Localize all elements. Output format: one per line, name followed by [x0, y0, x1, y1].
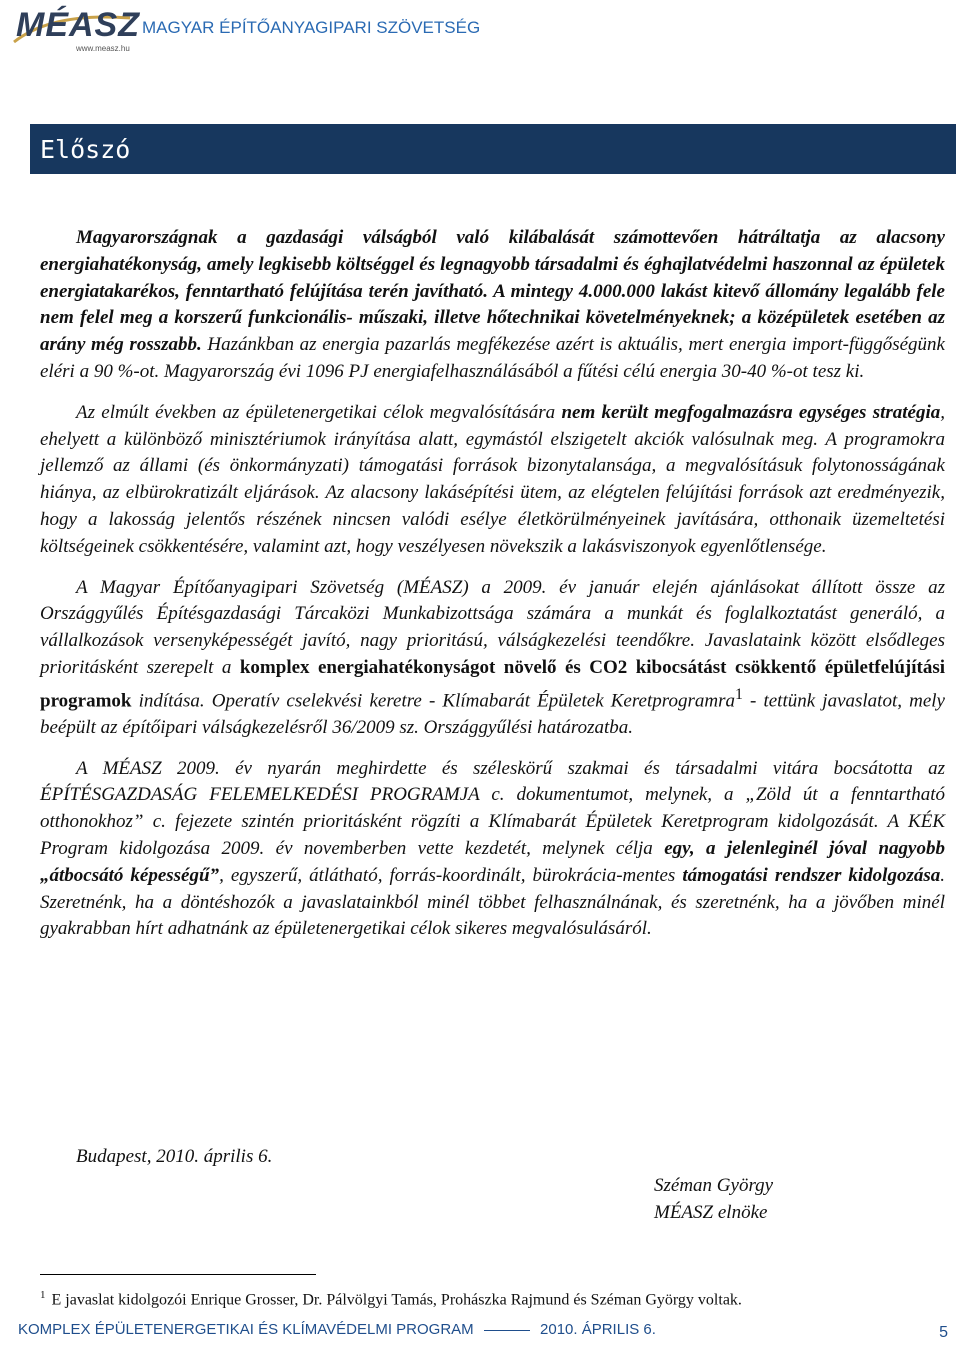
p1-part-a: Magyarországnak a gazdasági válságból való kilábalását számottevően hátráltatja az alacsony energiahatékonyság, amely legkisebb költséggel és legnagyobb társadalmi és éghajlatvédelmi haszonnal az épületek energiatakarékos, fenntartható felújítása terén javítható. A mintegy 4.000. [40, 227, 945, 302]
section-title: Előszó [40, 135, 131, 164]
footer-date: 2010. ÁPRILIS 6. [540, 1321, 656, 1338]
p3-part-d: - tettünk javaslatot, mely beépült az építőipari válságkezelésről 36/2009 sz. Országgyűlési határozatba. [40, 690, 945, 738]
foreword-body [40, 225, 945, 957]
p1-part-c: Hazánkban az energia pazarlás megfékezése azért is aktuális, mert energia import-függőségünk eléri a 90 %-ot. Magyarország évi 1096 PJ energiafelhasználásából a fűtési célú energia 30-40 %-ot tesz ki. [40, 334, 945, 382]
measz-logo [8, 6, 140, 54]
paragraph-2 [40, 400, 945, 561]
signature-block [654, 1172, 773, 1226]
page-footer [18, 1321, 948, 1341]
footnote-reference[interactable]: 1 [734, 685, 743, 703]
p2-part-c: , ehelyett a különböző minisztériumok irányítása alatt, egymástól elszigetelt akciók valósulnak meg. A programokra jellemző az állami (és önkormányzati) támogatási források bizonytalansága, a megvalósításuk folytonosságának hiánya, az elbürokratizált eljárások. Az alacsony lakásépítési ütem, az elégtelen felújítási források azt eredményezik, hogy a lakosság jelentős részének nincsen valódi esélye életkörülményeinek javítására, otthonaik üzemeltetési költségeinek csökkentésére, valamint azt, hogy veszélyesen növekszik a lakásviszonyok egyenlőtlensége. [40, 401, 945, 557]
footnote-divider [40, 1274, 316, 1275]
footer-program-title: KOMPLEX ÉPÜLETENERGETIKAI ÉS KLÍMAVÉDELMI PROGRAM [18, 1321, 474, 1338]
footnote [40, 1289, 742, 1309]
page-number: 5 [939, 1324, 948, 1341]
p2-part-a: Az elmúlt években az épületenergetikai célok megvalósítására [76, 401, 562, 423]
logo-text: MÉASZ [16, 6, 140, 44]
p4-part-e: . Szeretnénk, ha a döntéshozók a javaslatainkból minél többet felhasználnának, és szeretnénk, ha a jövőben minél gyakrabban hírt adhatnánk az épületenergetikai célok sikeres megvalósulásáról. [40, 864, 945, 940]
page-header [0, 0, 960, 60]
footnote-text: E javaslat kidolgozói Enrique Grosser, Dr. Pálvölgyi Tamás, Prohászka Rajmund és Széman György voltak. [51, 1291, 742, 1309]
footer-dash [484, 1330, 530, 1331]
paragraph-3 [40, 575, 945, 742]
signatory-name: Széman György [654, 1175, 774, 1196]
p2-part-b: nem került megfogalmazásra egységes stratégia [561, 401, 941, 423]
p4-part-d: támogatási rendszer kidolgozása [682, 864, 941, 886]
p1-part-b: 000 lakást kitevő állomány legalább fele nem felel meg a korszerű funkcionális- műszaki, illetve hőtechnikai követelményeknek; a középületek esetében az arány még rosszabb. [40, 280, 945, 356]
signatory-title: MÉASZ elnöke [654, 1202, 768, 1223]
p3-part-a: A Magyar Építőanyagipari Szövetség (MÉASZ) a 2009. év január elején ajánlásokat állított össze az Országgyűlés Építésgazdasági Tárcaközi Munkabizottsága számára a munkát és foglalkoztatást generáló, a vállalkozások versenyképességét javító, nagy prioritású, válságkezelési teendőkre. Javaslataink között elsődleges prioritásként szerepelt a [40, 576, 945, 678]
logo-url: www.measz.hu [76, 44, 130, 53]
paragraph-1 [40, 225, 945, 386]
p4-part-b: egy, a jelenleginél jóval nagyobb „átbocsátó képességű” [40, 838, 945, 886]
p4-part-c: , egyszerű, átlátható, forrás-koordinált, bürokrácia-mentes [219, 864, 683, 886]
p3-part-b: komplex energiahatékonyságot növelő és CO2 kibocsátást csökkentő épületfelújítási programok [40, 656, 946, 712]
p3-part-c: indítása. Operatív cselekvési keretre - Klímabarát Épületek Keretprogramra [131, 690, 735, 712]
paragraph-4 [40, 756, 945, 944]
footnote-number: 1 [40, 1289, 46, 1301]
place-and-date: Budapest, 2010. április 6. [76, 1146, 273, 1167]
p4-part-a: A MÉASZ 2009. év nyarán meghirdette és széleskörű szakmai és társadalmi vitára bocsátotta az ÉPÍTÉSGAZDASÁG FELEMELKEDÉSI PROGRAMJA c. dokumentumot, melynek, a „Zöld út a fenntartható otthonokhoz” c. fejezete szintén prioritásként rögzíti a Klímabarát Épületek Keretprogram kidolgozását. A KÉK Program kidolgozása 2009. év novemberben vette kezdetét, melynek célja [40, 757, 945, 860]
section-title-bar [30, 124, 956, 174]
organization-name: MAGYAR ÉPÍTŐANYAGIPARI SZÖVETSÉG [142, 18, 481, 37]
